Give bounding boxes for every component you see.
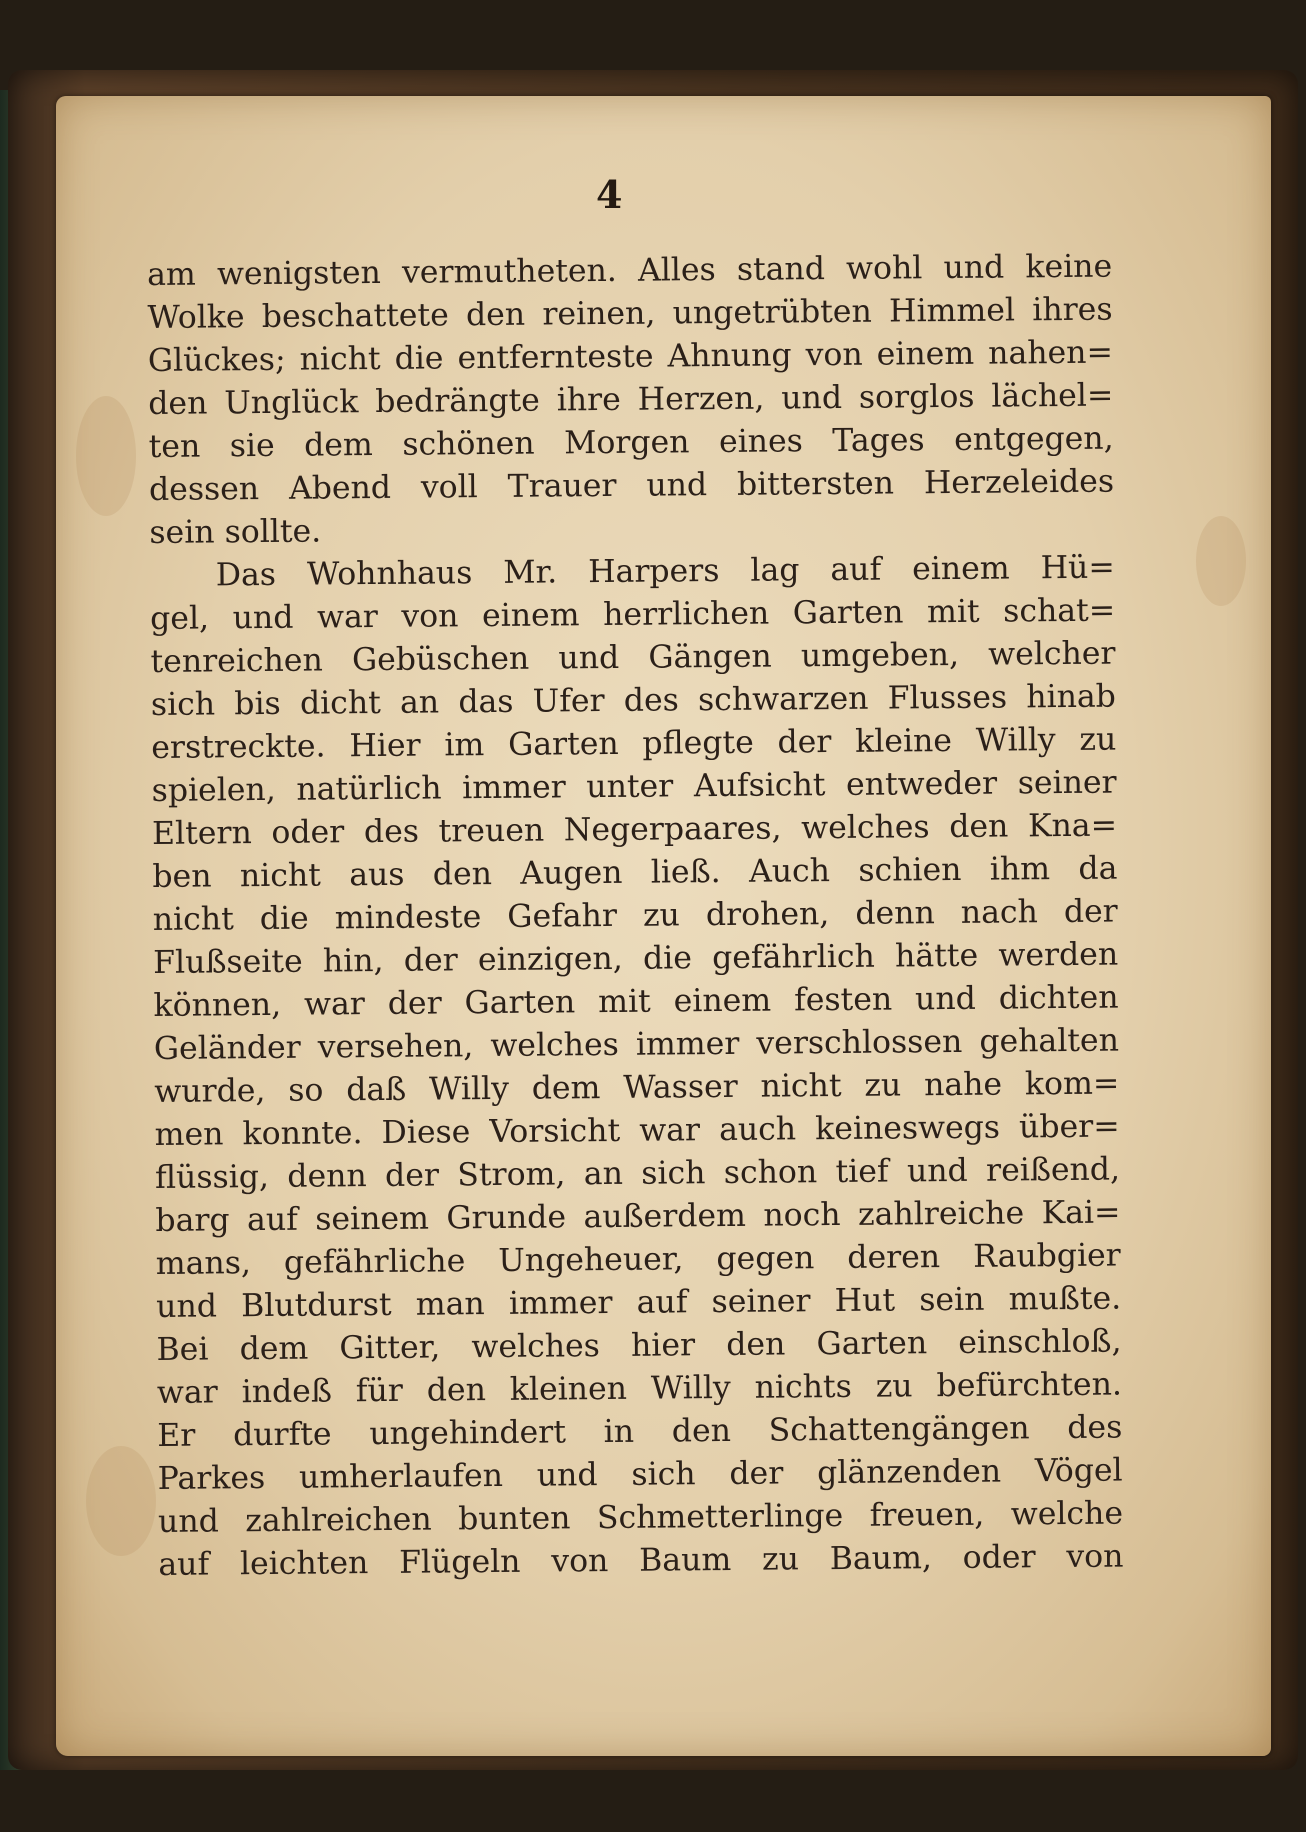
text-line: tenreichen Gebüschen und Gängen umgeben, welcher [150, 635, 1116, 680]
text-line: flüssig, denn der Strom, an sich schon tief und reißend, [154, 1151, 1121, 1196]
text-line: barg auf seinem Grunde außerdem noch zahlreiche Kai= [155, 1194, 1121, 1239]
text-line: Er durfte ungehindert in den Schattengängen des [157, 1409, 1123, 1454]
text-line: sein sollte. [149, 513, 322, 551]
text-line: mans, gefährliche Ungeheuer, gegen deren Raubgier [155, 1237, 1121, 1282]
text-line: am wenigsten vermutheten. Alles stand wohl und keine [147, 248, 1113, 293]
text-line: Parkes umherlaufen und sich der glänzenden Vögel [157, 1452, 1123, 1497]
text-line: und Blutdurst man immer auf seiner Hut sein mußte. [156, 1280, 1122, 1325]
text-line: dessen Abend voll Trauer und bittersten Herzeleides [148, 463, 1115, 508]
text-line: erstreckte. Hier im Garten pflegte der kleine Willy zu [151, 721, 1117, 766]
body-text [147, 246, 1124, 1587]
text-line: Geländer versehen, welches immer verschlossen gehalten [153, 1022, 1120, 1067]
text-line: spielen, natürlich immer unter Aufsicht entweder seiner [151, 764, 1117, 809]
text-line: men konnte. Diese Vorsicht war auch keineswegs über= [154, 1108, 1120, 1153]
text-line: auf leichten Flügeln von Baum zu Baum, oder von [158, 1538, 1124, 1583]
text-line: war indeß für den kleinen Willy nichts zu befürchten. [156, 1366, 1123, 1411]
text-line: gel, und war von einem herrlichen Garten mit schat= [150, 592, 1116, 637]
text-line: Bei dem Gitter, welches hier den Garten einschloß, [156, 1323, 1122, 1368]
paper-stain [1196, 516, 1246, 606]
text-line: nicht die mindeste Gefahr zu drohen, denn nach der [152, 893, 1118, 938]
text-line: Das Wohnhaus Mr. Harpers lag auf einem Hü= [215, 549, 1115, 594]
text-line: den Unglück bedrängte ihre Herzen, und sorglos lächel= [148, 377, 1114, 422]
text-line: Wolke beschattete den reinen, ungetrübten Himmel ihres [147, 291, 1113, 336]
text-line: Flußseite hin, der einzigen, die gefährlich hätte werden [153, 936, 1119, 981]
text-line: ten sie dem schönen Morgen eines Tages entgegen, [148, 420, 1114, 465]
text-line: Eltern oder des treuen Negerpaares, welches den Kna= [151, 807, 1118, 852]
text-line: können, war der Garten mit einem festen und dichten [153, 979, 1119, 1024]
text-line: wurde, so daß Willy dem Wasser nicht zu nahe kom= [154, 1065, 1120, 1110]
paper-stain [86, 1446, 156, 1556]
paper-stain [76, 396, 136, 516]
text-line: sich bis dicht an das Ufer des schwarzen Flusses hinab [150, 678, 1117, 723]
text-line: und zahlreichen bunten Schmetterlinge freuen, welche [157, 1495, 1124, 1540]
page-number: 4 [596, 172, 623, 217]
text-line: Glückes; nicht die entfernteste Ahnung von einem nahen= [147, 334, 1114, 379]
text-line: ben nicht aus den Augen ließ. Auch schien ihm da [152, 850, 1118, 895]
